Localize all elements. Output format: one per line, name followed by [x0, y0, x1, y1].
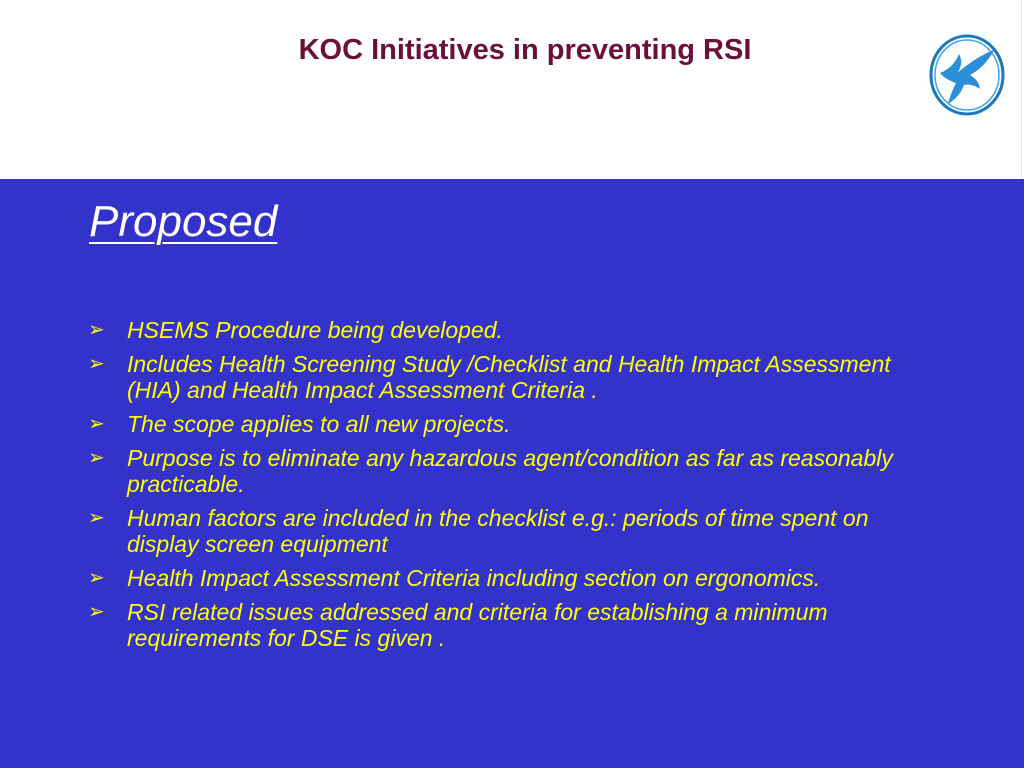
bullet-text: HSEMS Procedure being developed. — [127, 317, 503, 343]
arrow-bullet-icon: ➢ — [88, 353, 105, 375]
section-heading: Proposed — [89, 197, 278, 246]
bullet-text: Human factors are included in the checklist e.g.: periods of time spent on display screen equipment — [127, 505, 869, 557]
arrow-bullet-icon: ➢ — [88, 319, 105, 341]
slide-title: KOC Initiatives in preventing RSI — [298, 34, 752, 66]
slide-content — [0, 179, 1024, 768]
arrow-bullet-icon: ➢ — [88, 601, 105, 623]
arrow-bullet-icon: ➢ — [88, 447, 105, 469]
list-item — [88, 411, 928, 437]
list-item — [88, 317, 928, 343]
arrow-bullet-icon: ➢ — [88, 567, 105, 589]
bullet-text: RSI related issues addressed and criteria for establishing a minimum requirements for DSE is given . — [127, 599, 828, 651]
bullet-text: Includes Health Screening Study /Checklist and Health Impact Assessment (HIA) and Health Impact Assessment Criteria . — [127, 351, 891, 403]
list-item — [88, 599, 928, 651]
header-right-border — [1021, 0, 1022, 179]
list-item — [88, 351, 928, 403]
bullet-text: Health Impact Assessment Criteria including section on ergonomics. — [127, 565, 821, 591]
slide-header — [0, 0, 1024, 179]
list-item — [88, 505, 928, 557]
arrow-bullet-icon: ➢ — [88, 507, 105, 529]
list-item — [88, 445, 928, 497]
bullet-list — [88, 317, 928, 659]
arrow-bullet-icon: ➢ — [88, 413, 105, 435]
list-item — [88, 565, 928, 591]
bullet-text: The scope applies to all new projects. — [127, 411, 511, 437]
bullet-text: Purpose is to eliminate any hazardous agent/condition as far as reasonably practicable. — [127, 445, 893, 497]
bird-logo-icon — [928, 34, 1006, 116]
